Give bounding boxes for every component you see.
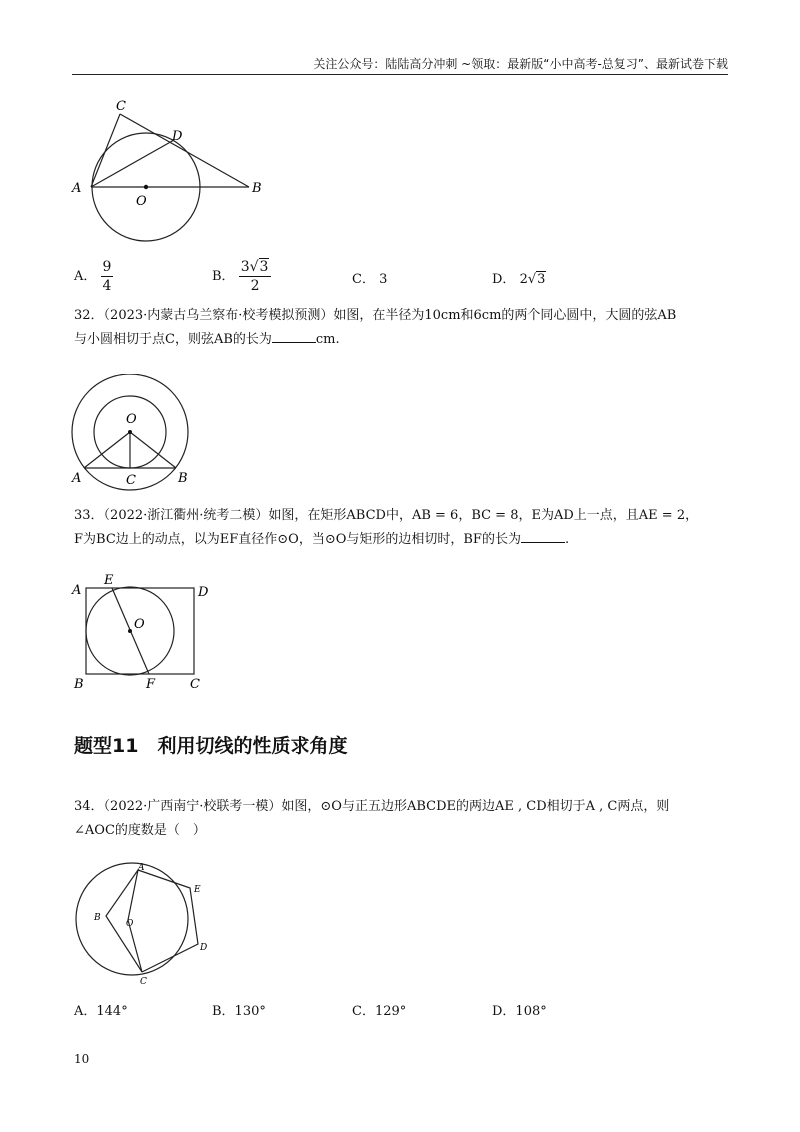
- q33-line2: F为BC边上的动点，以为EF直径作⊙O，当⊙O与矩形的边相切时，BF的长为 .: [74, 532, 570, 547]
- figure-q31: [66, 94, 276, 244]
- segment-ac: [91, 114, 120, 187]
- center-dot: [128, 629, 132, 633]
- center-dot: [128, 430, 132, 434]
- label-c: C: [116, 99, 126, 114]
- q32-line1: 32．（2023·内蒙古乌兰察布·校考模拟预测）如图，在半径为10cm和6cm的两个同心圆中，大圆的弦AB: [74, 308, 677, 323]
- label-b: B: [178, 471, 188, 486]
- pentagon-abcde: [138, 870, 198, 972]
- label-o: O: [134, 617, 145, 632]
- label-o: O: [126, 412, 137, 427]
- q31-option-b: B． $\frac{3√3}{2}$: [212, 258, 271, 295]
- label-b: B: [74, 677, 84, 692]
- q34-option-b: B．130°: [212, 1004, 266, 1019]
- segment-oa: [84, 432, 130, 468]
- segment-ad: [91, 140, 174, 187]
- page-number: 10: [74, 1052, 90, 1066]
- section-title: 题型11 利用切线的性质求角度: [74, 735, 348, 757]
- label-d: D: [198, 585, 209, 600]
- label-a: A: [72, 181, 82, 196]
- q34-option-d: D．108°: [492, 1004, 547, 1019]
- q32-line2: 与小圆相切于点C，则弦AB的长为 cm.: [74, 332, 340, 347]
- q34-line1: 34．（2022·广西南宁·校联考一模）如图，⊙O与正五边形ABCDE的两边AE , CD相切于A , C两点，则: [74, 799, 670, 814]
- answer-blank[interactable]: [521, 530, 565, 543]
- q34-line2: ∠AOC的度数是（ ）: [74, 823, 206, 838]
- q31-option-c: C． 3: [352, 272, 388, 287]
- segment-ob: [130, 432, 176, 468]
- q31-option-a: A． $\frac{9}{4}$: [74, 259, 112, 294]
- label-e: E: [194, 885, 201, 895]
- q33-line1: 33．（2022·浙江衢州·统考二模）如图，在矩形ABCD中，AB = 6，BC = 8，E为AD上一点，且AE = 2，: [74, 508, 699, 523]
- q31-option-d: D． 2√3: [492, 272, 546, 287]
- figure-q33: [66, 572, 216, 692]
- label-o: O: [136, 194, 147, 209]
- label-c: C: [140, 977, 147, 987]
- label-f: F: [146, 677, 156, 692]
- label-e: E: [104, 573, 114, 588]
- figure-q34: [70, 860, 220, 988]
- figure-q32: [66, 374, 206, 492]
- q34-option-c: C．129°: [352, 1004, 407, 1019]
- question-33: [74, 504, 734, 552]
- label-d: D: [200, 943, 208, 953]
- label-d: D: [172, 129, 183, 144]
- label-a: A: [72, 471, 82, 486]
- label-b: B: [252, 181, 262, 196]
- page-header: 关注公众号：陆陆高分冲刺 ~领取：最新版“小中高考-总复习”、最新试卷下载: [72, 56, 728, 75]
- pentagon-side-ab-bc: [106, 870, 142, 972]
- center-dot: [144, 185, 148, 189]
- label-c: C: [190, 677, 200, 692]
- label-a: A: [138, 863, 145, 873]
- question-32: [74, 304, 734, 352]
- label-c: C: [126, 473, 136, 488]
- segment-cb: [120, 114, 249, 187]
- label-b: B: [94, 913, 101, 923]
- label-a: A: [72, 583, 82, 598]
- question-34: [74, 795, 734, 843]
- q34-option-a: A．144°: [74, 1004, 128, 1019]
- answer-blank[interactable]: [272, 330, 316, 343]
- label-o: O: [126, 919, 134, 929]
